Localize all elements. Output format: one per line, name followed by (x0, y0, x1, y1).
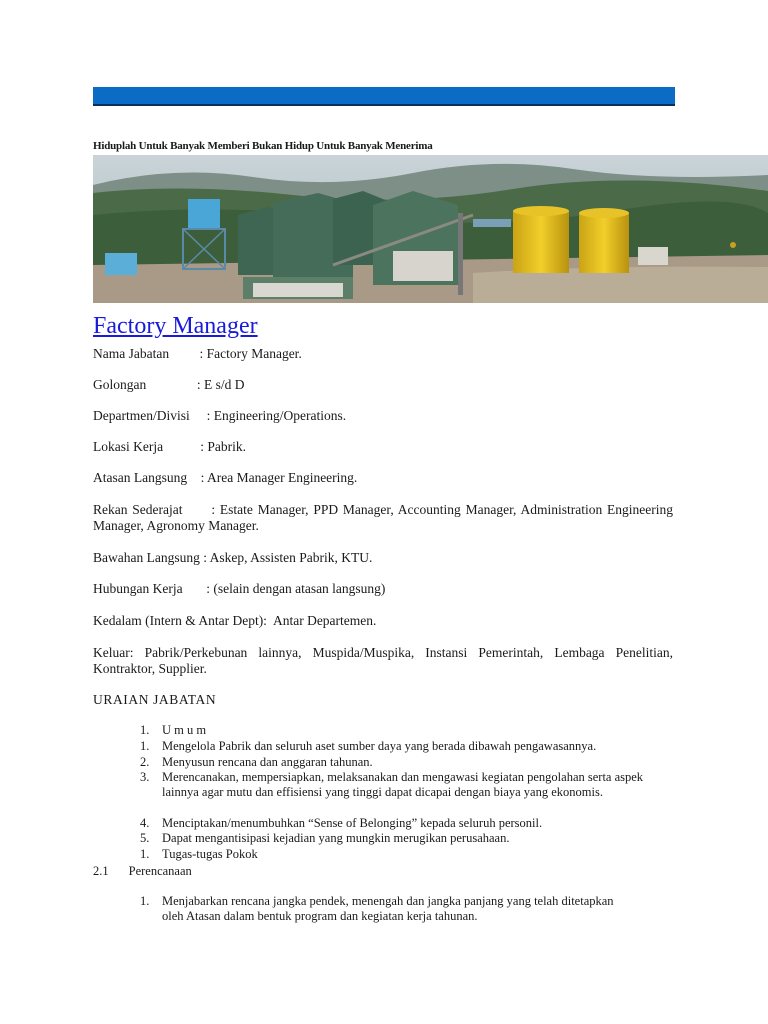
field-bawahan-langsung (93, 550, 372, 566)
field-value: : Factory Manager. (199, 346, 302, 361)
field-keluar (93, 645, 673, 677)
field-label: Kedalam (Intern & Antar Dept): (93, 613, 273, 628)
field-golongan (93, 377, 245, 393)
field-value: : (selain dengan atasan langsung) (202, 581, 386, 596)
list-text: Menyusun rencana dan anggaran tahunan. (162, 755, 373, 769)
header-accent-underline (93, 104, 675, 106)
list-number: 1. (140, 723, 150, 737)
header-accent-bar (93, 87, 675, 104)
field-nama-jabatan (93, 346, 302, 362)
field-hubungan-kerja (93, 581, 385, 597)
tagline: Hiduplah Untuk Banyak Memberi Bukan Hidup Untuk Banyak Menerima (93, 140, 433, 152)
field-lokasi-kerja (93, 439, 246, 455)
list-number: 2. (140, 755, 150, 769)
list-number: 1. (140, 894, 150, 908)
list-text: Mengelola Pabrik dan seluruh aset sumber daya yang berada dibawah pengawasannya. (162, 739, 597, 753)
list-text: Merencanakan, mempersiapkan, melaksanakan dan mengawasi kegiatan pengolahan serta aspek lainnya agar mutu dan effisiensi yang tinggi dapat dicapai dengan biaya yang ekonomis. (162, 770, 644, 799)
field-rekan-sederajat (93, 502, 673, 534)
field-label: Rekan Sederajat (93, 502, 212, 517)
list-number: 4. (140, 816, 150, 830)
list-text: U m u m (162, 723, 207, 737)
field-label: Keluar: (93, 645, 145, 660)
subsection-heading (93, 864, 212, 879)
factory-photo (93, 155, 768, 303)
field-label: Atasan Langsung (93, 470, 201, 485)
field-label: Lokasi Kerja (93, 439, 201, 454)
list-text: Tugas-tugas Pokok (162, 847, 258, 861)
field-value: : Area Manager Engineering. (200, 470, 358, 485)
field-value: : Estate Manager, PPD Manager, Accounting Manager, Administration Engineering Manager, Agronomy Manager. (93, 502, 673, 533)
field-label: Departmen/Divisi (93, 408, 204, 423)
subsection-number: 2.1 (93, 864, 109, 878)
field-label: Hubungan Kerja (93, 581, 203, 596)
list-text: Menjabarkan rencana jangka pendek, menengah dan jangka panjang yang telah ditetapkan oleh Atasan dalam bentuk program dan kegiatan kerja tahunan. (162, 894, 614, 923)
field-value: Antar Departemen. (272, 613, 377, 628)
field-kedalam (93, 613, 376, 629)
subsection-title: Perencanaan (128, 864, 192, 878)
field-value: Pabrik/Perkebunan lainnya, Muspida/Muspika, Instansi Pemerintah, Lembaga Penelitian, Kontraktor, Supplier. (93, 645, 674, 676)
field-label: Golongan (93, 377, 197, 392)
field-value: : Engineering/Operations. (203, 408, 347, 423)
list-number: 1. (140, 847, 150, 861)
field-departmen-divisi (93, 408, 346, 424)
page-title[interactable]: Factory Manager (93, 313, 258, 339)
field-value: : E s/d D (196, 377, 245, 392)
list-number: 1. (140, 739, 150, 753)
field-label: Nama Jabatan (93, 346, 200, 361)
field-value: : Pabrik. (200, 439, 246, 454)
field-atasan-langsung (93, 470, 357, 486)
list-number: 5. (140, 831, 150, 845)
section-title: URAIAN JABATAN (93, 692, 217, 707)
list-text: Dapat mengantisipasi kejadian yang mungkin merugikan perusahaan. (162, 831, 510, 845)
field-value: : Askep, Assisten Pabrik, KTU. (203, 550, 373, 565)
list-number: 3. (140, 770, 150, 784)
field-label: Bawahan Langsung (93, 550, 204, 565)
list-text: Menciptakan/menumbuhkan “Sense of Belonging” kepada seluruh personil. (162, 816, 543, 830)
